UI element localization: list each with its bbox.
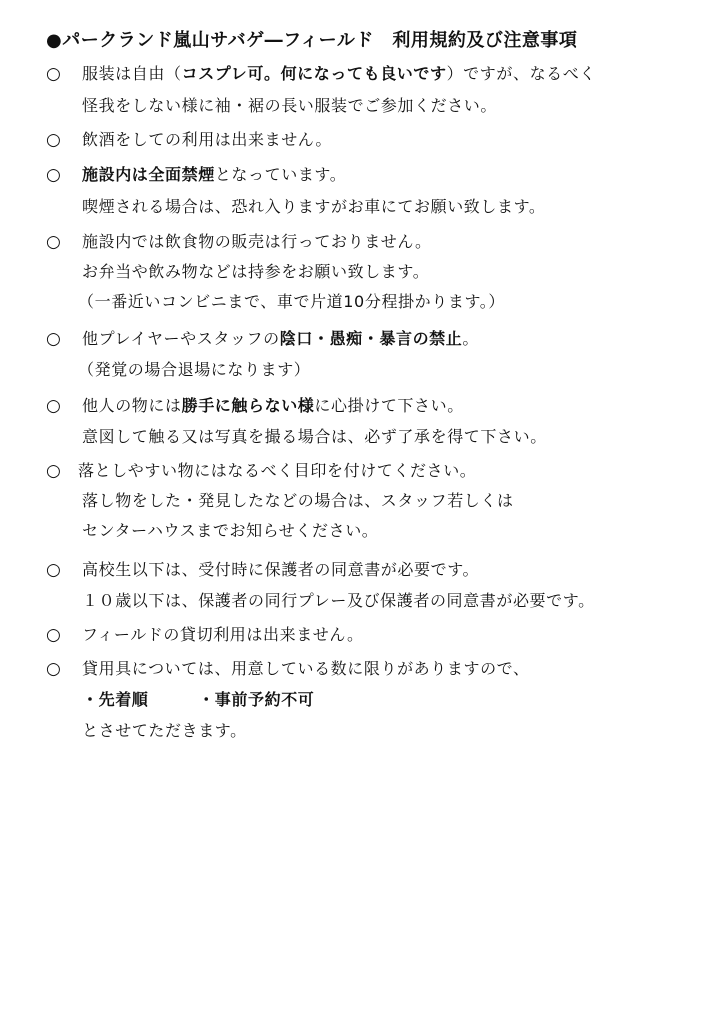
bullet-circle-icon: ○ bbox=[46, 461, 61, 481]
item-line: 落し物をした・発見したなどの場合は、スタッフ若しくは bbox=[82, 491, 514, 510]
bullet-circle-icon: ○ bbox=[46, 625, 61, 645]
text-span: 。 bbox=[462, 329, 479, 348]
item-line: 施設内では飲食物の販売は行っておりません。 bbox=[82, 232, 432, 251]
item-line: センターハウスまでお知らせください。 bbox=[82, 521, 379, 540]
text-span: 他人の物には bbox=[82, 396, 182, 415]
bullet-circle-icon: ○ bbox=[46, 64, 61, 84]
item-line: 意図して触る又は写真を撮る場合は、必ず了承を得て下さい。 bbox=[82, 427, 547, 446]
text-span: 他プレイヤーやスタッフの bbox=[82, 329, 280, 348]
bold-text: ・先着順 ・事前予約不可 bbox=[82, 690, 315, 709]
item-line: とさせてただきます。 bbox=[82, 721, 247, 740]
item-line bbox=[82, 398, 464, 414]
bold-text: 陰口・愚痴・暴言の禁止 bbox=[279, 329, 463, 348]
item-line bbox=[82, 692, 314, 708]
item-line: 貸用具については、用意している数に限りがありますので、 bbox=[82, 659, 530, 678]
bullet-circle-icon: ○ bbox=[46, 130, 61, 150]
bold-text: 勝手に触らない様 bbox=[181, 396, 315, 415]
text-span: に心掛けて下さい。 bbox=[314, 396, 464, 415]
bullet-circle-icon: ○ bbox=[46, 165, 61, 185]
item-line: 飲酒をしての利用は出来ません。 bbox=[82, 130, 332, 149]
item-line bbox=[82, 66, 596, 82]
item-line bbox=[82, 167, 346, 183]
bold-text: 施設内は全面禁煙 bbox=[82, 165, 215, 184]
bullet-circle-icon: ○ bbox=[46, 329, 61, 349]
bold-text: コスプレ可。何になっても良いです bbox=[181, 64, 447, 83]
page-title: ●パークランド嵐山サバゲ―フィールド 利用規約及び注意事項 bbox=[46, 30, 578, 51]
bullet-circle-icon: ○ bbox=[46, 659, 61, 679]
bullet-circle-icon: ○ bbox=[46, 232, 61, 252]
item-line: お弁当や飲み物などは持参をお願い致します。 bbox=[82, 262, 430, 281]
item-line: （一番近いコンビニまで、車で片道10分程掛かります。） bbox=[78, 292, 505, 311]
item-line: （発覚の場合退場になります） bbox=[78, 360, 311, 379]
text-span: ）ですが、なるべく bbox=[446, 64, 596, 83]
item-line: 高校生以下は、受付時に保護者の同意書が必要です。 bbox=[82, 560, 480, 579]
item-line: フィールドの貸切利用は出来ません。 bbox=[82, 625, 364, 644]
item-line: 喫煙される場合は、恐れ入りますがお車にてお願い致します。 bbox=[82, 197, 546, 216]
text-span: となっています。 bbox=[214, 165, 347, 184]
item-line bbox=[82, 331, 479, 347]
bullet-circle-icon: ○ bbox=[46, 396, 61, 416]
item-line: 落としやすい物にはなるべく目印を付けてください。 bbox=[78, 461, 477, 480]
item-line: 怪我をしない様に袖・裾の長い服装でご参加ください。 bbox=[82, 96, 498, 115]
item-line: １０歳以下は、保護者の同行プレー及び保護者の同意書が必要です。 bbox=[82, 591, 595, 610]
bullet-circle-icon: ○ bbox=[46, 560, 61, 580]
text-span: 服装は自由（ bbox=[82, 64, 182, 83]
